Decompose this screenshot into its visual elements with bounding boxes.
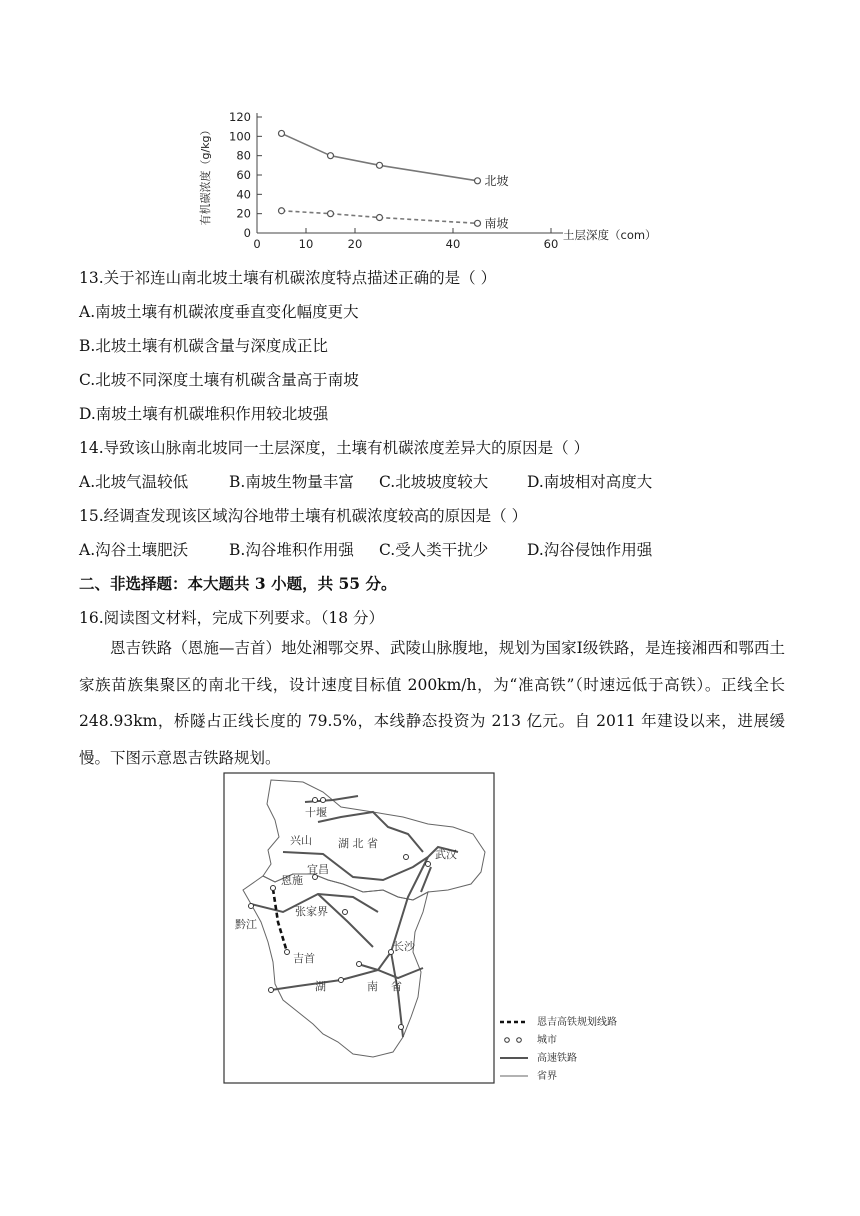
label-qianjiang: 黔江 bbox=[235, 918, 257, 931]
section-heading: 二、非选择题：本大题共 3 小题，共 55 分。 bbox=[79, 574, 397, 593]
x-tick-label: 60 bbox=[543, 237, 559, 250]
data-point bbox=[328, 153, 334, 159]
x-axis-label: 土层深度（com） bbox=[563, 228, 657, 242]
x-tick-label: 20 bbox=[347, 237, 363, 250]
enji-railway-map bbox=[223, 772, 643, 1092]
x-tick-label: 40 bbox=[445, 237, 461, 250]
data-point bbox=[328, 211, 334, 217]
series-label: 北坡 bbox=[484, 173, 509, 188]
y-tick-label: 100 bbox=[229, 129, 251, 144]
label-hu: 湖 bbox=[315, 980, 326, 993]
data-point bbox=[475, 178, 481, 184]
q14-option-a[interactable]: A.北坡气温较低 bbox=[79, 473, 189, 491]
q14-option-c[interactable]: C.北坡坡度较大 bbox=[379, 473, 489, 491]
data-point bbox=[377, 215, 383, 221]
label-shiyan: 十堰 bbox=[305, 806, 327, 819]
label-changsha: 长沙 bbox=[393, 940, 415, 953]
high-speed-rail-lines bbox=[251, 796, 458, 1037]
enji-planned-line bbox=[273, 889, 287, 952]
data-point bbox=[377, 162, 383, 168]
q15-option-b[interactable]: B.沟谷堆积作用强 bbox=[229, 541, 354, 559]
q15-stem: 15.经调查发现该区域沟谷地带土壤有机碳浓度较高的原因是（ ） bbox=[79, 507, 528, 525]
q16-stem: 16.阅读图文材料，完成下列要求。（18 分） bbox=[79, 609, 385, 627]
y-tick-label: 20 bbox=[236, 206, 251, 221]
q13-option-b[interactable]: B.北坡土壤有机碳含量与深度成正比 bbox=[79, 337, 328, 355]
data-point bbox=[279, 208, 285, 214]
label-jishou: 吉首 bbox=[293, 952, 315, 965]
q15-option-a[interactable]: A.沟谷土壤肥沃 bbox=[79, 541, 189, 559]
q14-option-b[interactable]: B.南坡生物量丰富 bbox=[229, 473, 354, 491]
q14-option-d[interactable]: D.南坡相对高度大 bbox=[527, 473, 653, 491]
label-yichang: 宜昌 bbox=[307, 863, 329, 876]
q14-stem: 14.导致该山脉南北坡同一土层深度，土壤有机碳浓度差异大的原因是（ ） bbox=[79, 439, 590, 457]
series-line-0 bbox=[282, 133, 478, 180]
data-point bbox=[475, 220, 481, 226]
x-tick-label: 10 bbox=[298, 237, 314, 250]
y-tick-label: 80 bbox=[236, 148, 251, 163]
series-label: 南坡 bbox=[484, 216, 509, 231]
data-point bbox=[279, 130, 285, 136]
y-tick-label: 0 bbox=[243, 226, 251, 240]
y-tick-label: 60 bbox=[236, 168, 251, 182]
label-wuhan: 武汉 bbox=[435, 848, 457, 861]
label-nan: 南 bbox=[367, 980, 378, 993]
legend-planned-line: 恩吉高铁规划线路 bbox=[537, 1017, 617, 1028]
carbon-concentration-chart bbox=[195, 105, 675, 250]
map-legend bbox=[500, 1015, 617, 1082]
y-tick-label: 120 bbox=[229, 110, 251, 124]
legend-city: 城市 bbox=[537, 1035, 557, 1046]
legend-border: 省界 bbox=[537, 1071, 557, 1082]
q16-material: 恩吉铁路（恩施—吉首）地处湘鄂交界、武陵山脉腹地，规划为国家Ⅰ级铁路，是连接湘西和鄂西土家族苗族集聚区的南北干线，设计速度目标值 200km/h，为“准高铁”（时速远低于高铁）。正线全长 248.93km，桥隧占正线长度的 79.5%，本线静态投资为 213 亿元。自 2011 年建设以来，进展缓慢。下图示意恩吉铁路规划。 bbox=[79, 639, 785, 767]
label-zhangjiajie: 张家界 bbox=[295, 905, 328, 918]
q13-stem: 13.关于祁连山南北坡土壤有机碳浓度特点描述正确的是（ ） bbox=[79, 269, 497, 287]
q15-options bbox=[79, 538, 652, 560]
y-axis-label: 有机碳浓度（g/kg） bbox=[199, 124, 212, 226]
q15-option-c[interactable]: C.受人类干扰少 bbox=[379, 541, 489, 559]
label-hubei: 湖 北 省 bbox=[338, 837, 378, 850]
q13-option-c[interactable]: C.北坡不同深度土壤有机碳含量高于南坡 bbox=[79, 371, 359, 389]
q13-option-d[interactable]: D.南坡土壤有机碳堆积作用较北坡强 bbox=[79, 405, 329, 423]
label-xingshan: 兴山 bbox=[290, 834, 312, 847]
label-enshi: 恩施 bbox=[281, 874, 303, 887]
y-tick-label: 40 bbox=[236, 187, 251, 202]
label-sheng: 省 bbox=[391, 980, 402, 993]
q13-option-a[interactable]: A.南坡土壤有机碳浓度垂直变化幅度更大 bbox=[79, 303, 359, 321]
q15-option-d[interactable]: D.沟谷侵蚀作用强 bbox=[527, 541, 653, 559]
legend-hsr: 高速铁路 bbox=[537, 1053, 577, 1064]
x-tick-label: 0 bbox=[253, 237, 261, 250]
q14-options bbox=[79, 470, 652, 492]
